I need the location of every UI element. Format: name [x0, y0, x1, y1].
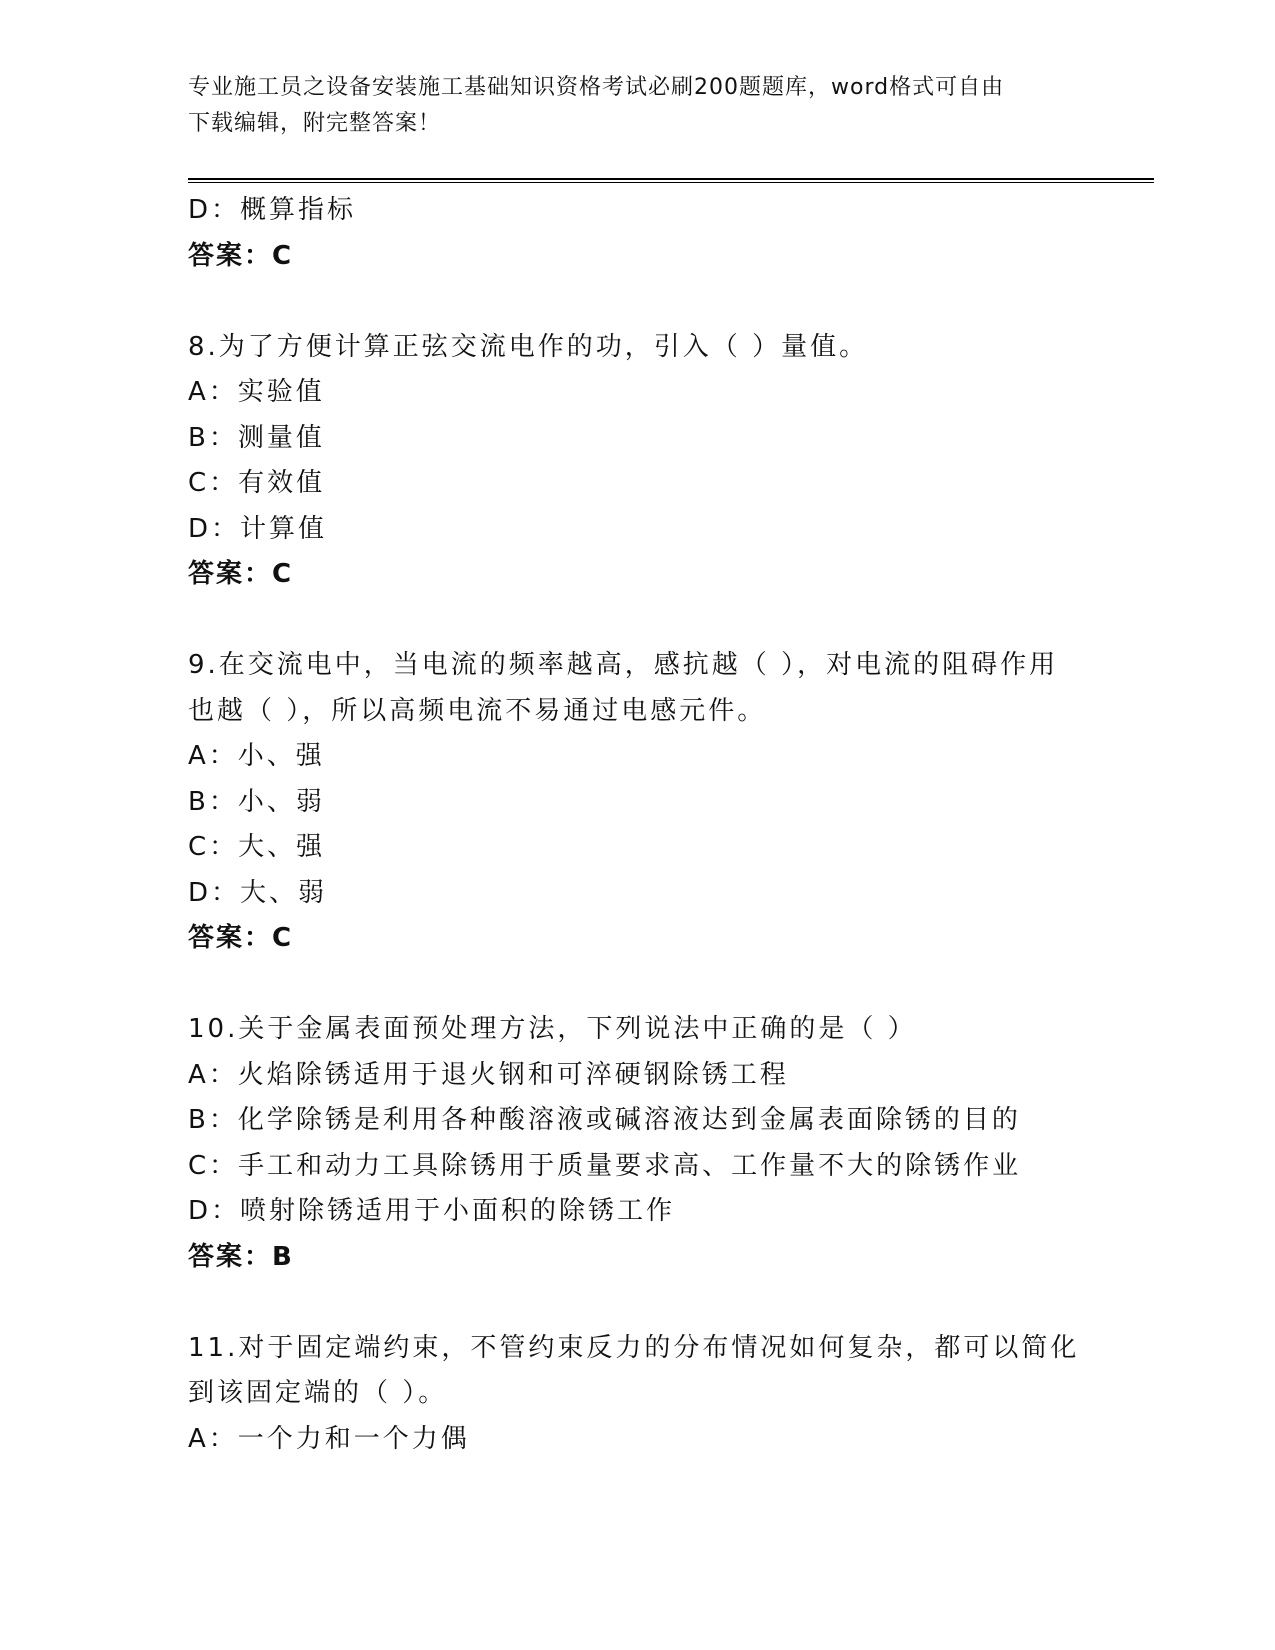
spacer: [188, 962, 1088, 1008]
answer-line: 答案：C: [188, 240, 294, 271]
header-line-2: 下载编辑，附完整答案！: [188, 111, 442, 136]
question-stem-line-2: 到该固定端的（ ）。: [188, 1378, 448, 1408]
question-stem-line-1: 11.对于固定端约束，不管约束反力的分布情况如何复杂，都可以简化: [188, 1332, 1080, 1363]
option-b: B：小、弱: [188, 786, 325, 817]
option-a: A：实验值: [188, 377, 325, 407]
answer-line: 答案：C: [188, 923, 294, 953]
option-c: C：有效值: [188, 468, 326, 498]
spacer: [188, 598, 1088, 644]
question-9: [188, 643, 1088, 962]
question-11: [188, 1326, 1088, 1463]
option-d: D：喷射除锈适用于小面积的除锈工作: [188, 1196, 676, 1226]
option-d: D：概算指标: [188, 195, 357, 225]
spacer: [188, 279, 1088, 325]
option-c: C：手工和动力工具除锈用于质量要求高、工作量不大的除锈作业: [188, 1150, 1022, 1181]
document-body: [188, 188, 1088, 1462]
option-b: B：测量值: [188, 422, 325, 453]
question-stem: 10.关于金属表面预处理方法，下列说法中正确的是（ ）: [188, 1014, 917, 1044]
question-10: [188, 1007, 1088, 1280]
document-header: [188, 70, 1088, 142]
answer-line: 答案：C: [188, 559, 294, 589]
spacer: [188, 1280, 1088, 1326]
header-line-1: 专业施工员之设备安装施工基础知识资格考试必刷200题题库，word格式可自由: [188, 75, 1005, 100]
question-stem-line-2: 也越（ ），所以高频电流不易通过电感元件。: [188, 695, 767, 726]
option-b: B：化学除锈是利用各种酸溶液或碱溶液达到金属表面除锈的目的: [188, 1105, 1021, 1135]
question-stem: 8.为了方便计算正弦交流电作的功，引入（ ）量值。: [188, 331, 869, 362]
option-c: C：大、强: [188, 832, 326, 862]
option-d: D：大、弱: [188, 877, 328, 908]
option-a: A：火焰除锈适用于退火钢和可淬硬钢除锈工程: [188, 1059, 789, 1090]
header-divider: [188, 178, 1154, 183]
option-a: A：小、强: [188, 741, 325, 771]
option-a: A：一个力和一个力偶: [188, 1423, 470, 1454]
answer-line: 答案：B: [188, 1241, 294, 1272]
question-8: [188, 325, 1088, 598]
question-stem-line-1: 9.在交流电中，当电流的频率越高，感抗越（ ），对电流的阻碍作用: [188, 650, 1059, 680]
option-d: D：计算值: [188, 513, 328, 544]
